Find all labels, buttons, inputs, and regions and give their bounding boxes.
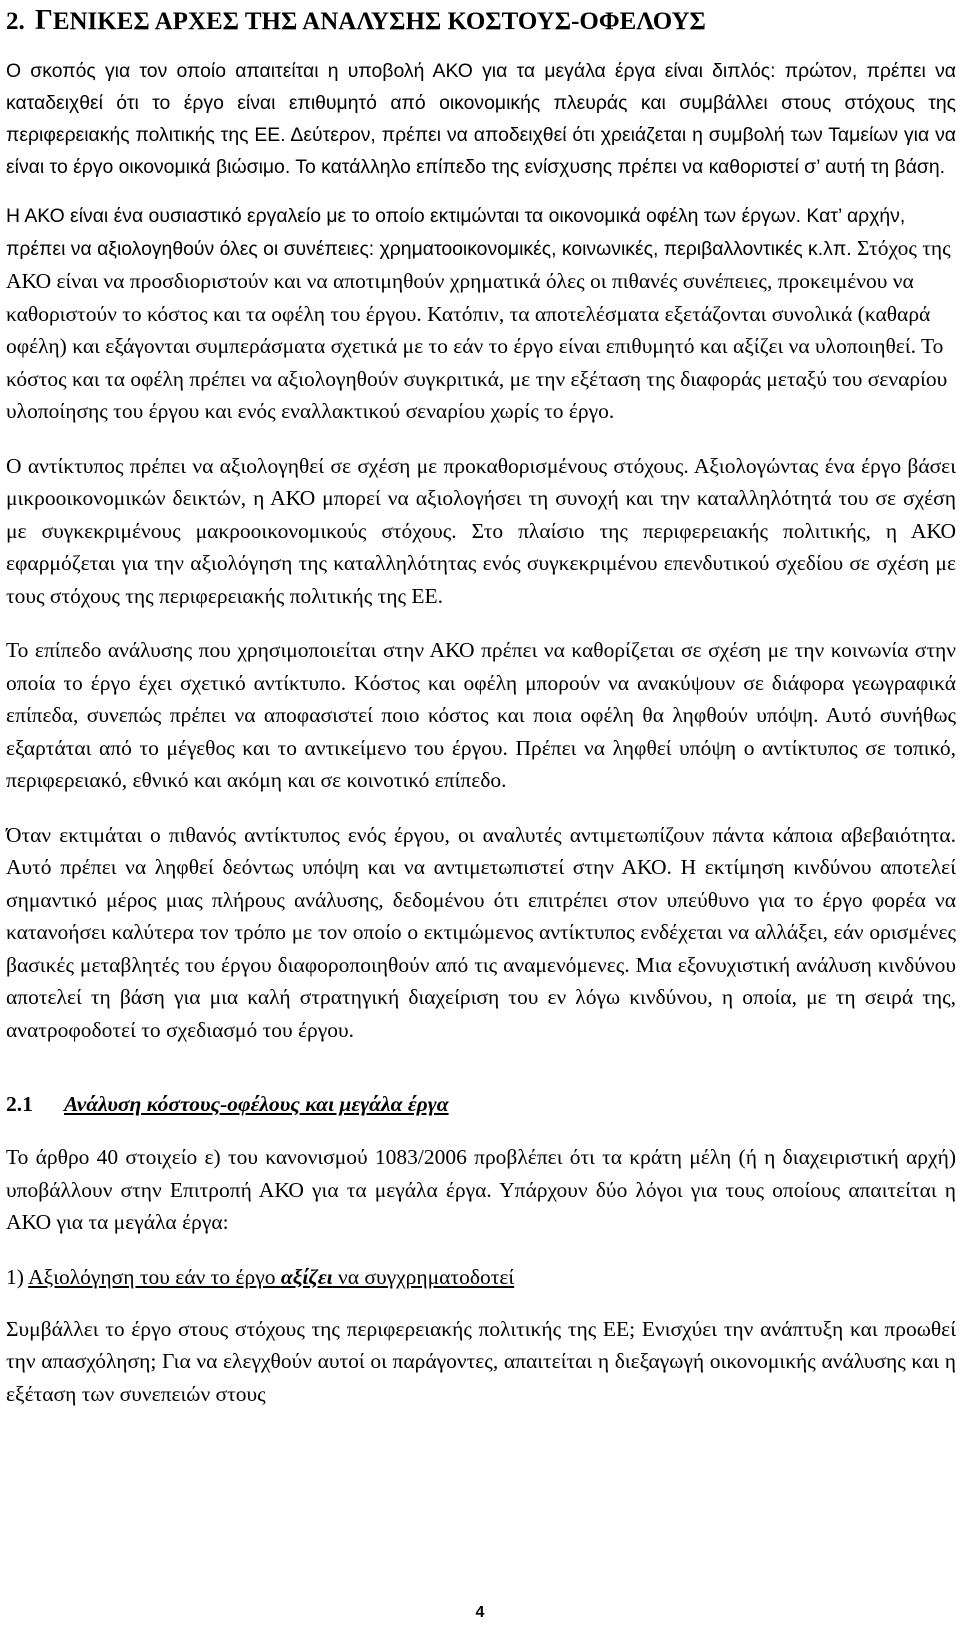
paragraph-purpose: Ο σκοπός για τον οποίο απαιτείται η υποβολή ΑΚΟ για τα μεγάλα έργα είναι διπλός: πρώτον, πρέπει να καταδειχθεί ότι το έργο είναι επιθυμητό από οικονομικής πλευράς και συμβάλλει στους στόχους της περιφερειακής πολιτικής της ΕΕ. Δεύτερον, πρέπει να αποδειχθεί ότι χρειάζεται η συμβολή των Ταμείων για να είναι το έργο οικονομικά βιώσιμο. Το κατάλληλο επίπεδο της ενίσχυσης πρέπει να καθοριστεί σ’ αυτή τη βάση. [6, 60, 956, 178]
reason-item-1-prefix: 1) [6, 1264, 29, 1289]
paragraph-cba-tool [6, 200, 956, 428]
paragraph-risk: Όταν εκτιμάται ο πιθανός αντίκτυπος ενός έργου, οι αναλυτές αντιμετωπίζουν πάντα κάποια αβεβαιότητα. Αυτό πρέπει να ληφθεί δεόντως υπόψη και να αντιμετωπιστεί στην ΑΚΟ. Η εκτίμηση κινδύνου αποτελεί σημαντικό μέρος μιας πλήρους ανάλυσης, δεδομένου ότι επιτρέπει στον υπεύθυνο για το έργο φορέα να κατανοήσει καλύτερα τον τρόπο με τον οποίο ο εκτιμώμενος αντίκτυπος ενδέχεται να αλλάξει, εάν ορισμένες βασικές μεταβλητές του έργου διαφοροποιηθούν από τις αναμενόμενες. Μια εξονυχιστική ανάλυση κινδύνου αποτελεί τη βάση για μια καλή στρατηγική διαχείριση του εν λόγω κινδύνου, η οποία, με τη σειρά της, ανατροφοδοτεί το σχεδιασμό του έργου. [6, 822, 956, 1042]
reason-item-1-text-after: να συγχρηματοδοτεί [332, 1264, 515, 1289]
paragraph-analysis-level: Το επίπεδο ανάλυσης που χρησιμοποιείται στην ΑΚΟ πρέπει να καθορίζεται σε σχέση με την κοινωνία στην οποία το έργο έχει σχετικό αντίκτυπο. Κόστος και οφέλη μπορούν να ανακύψουν σε διάφορα γεωγραφικά επίπεδα, συνεπώς πρέπει να αποφασιστεί ποιο κόστος και ποια οφέλη θα ληφθούν υπόψη. Αυτό συνήθως εξαρτάται από το μέγεθος και το αντικείμενο του έργου. Πρέπει να ληφθεί υπόψη ο αντίκτυπος σε τοπικό, περιφερειακό, εθνικό και ακόμη και σε κοινοτικό επίπεδο. [6, 638, 956, 792]
subsection-title: Ανάλυση κόστους-οφέλους και μεγάλα έργα [64, 1092, 449, 1116]
section-title-initial: Γ [35, 5, 53, 36]
page-number: 4 [475, 1604, 485, 1621]
paragraph-cba-tool-intro: Η ΑΚΟ είναι ένα ουσιαστικό εργαλείο με το οποίο εκτιμώνται τα οικονομικά οφέλη των έργων. Κατ’ αρχήν, πρέπει να αξιολογηθούν όλες οι συνέπειες: χρηματοοικονομικές, κοινωνικές, περιβαλλοντικές κ.λπ. [6, 205, 906, 260]
subsection-number: 2.1 [6, 1092, 33, 1116]
reason-item-1-emphasis: αξίζει [280, 1264, 333, 1289]
reason-item-1 [6, 1261, 956, 1293]
section-heading [6, 0, 956, 37]
paragraph-regional-goals: Συμβάλλει το έργο στους στόχους της περιφερειακής πολιτικής της ΕΕ; Ενισχύει την ανάπτυξη και προωθεί την απασχόληση; Για να ελεγχθούν αυτοί οι παράγοντες, απαιτείται η διεξαγωγή οικονομικής ανάλυσης και η εξέταση των συνεπειών στους [6, 1316, 956, 1406]
paragraph-article-40: Το άρθρο 40 στοιχείο ε) του κανονισμού 1083/2006 προβλέπει ότι τα κράτη μέλη (ή η διαχειριστική αρχή) υποβάλλουν στην Επιτροπή ΑΚΟ για τα μεγάλα έργα. Υπάρχουν δύο λόγοι για τους οποίους απαιτείται η ΑΚΟ για τα μεγάλα έργα: [6, 1145, 956, 1234]
section-title: ΕΝΙΚΕΣ ΑΡΧΕΣ ΤΗΣ ΑΝΑΛΥΣΗΣ ΚΟΣΤΟΥΣ-ΟΦΕΛΟΥΣ [52, 8, 706, 35]
section-number: 2. [6, 8, 25, 35]
paragraph-cba-tool-body: Στόχος της ΑΚΟ είναι να προσδιοριστούν και να αποτιμηθούν χρηματικά όλες οι πιθανές συνέπειες, προκειμένου να καθοριστούν το κόστος και τα οφέλη του έργου. Κατόπιν, τα αποτελέσματα εξετάζονται συνολικά (καθαρά οφέλη) και εξάγονται συμπεράσματα σχετικά με το εάν το έργο είναι επιθυμητό και αξίζει να υλοποιηθεί. Το κόστος και τα οφέλη πρέπει να αξιολογηθούν συγκριτικά, με την εξέταση της διαφοράς μεταξύ του σεναρίου υλοποίησης του έργου και ενός εναλλακτικού σεναρίου χωρίς το έργο. [6, 236, 951, 423]
document-page [6, 0, 956, 1410]
paragraph-impact: Ο αντίκτυπος πρέπει να αξιολογηθεί σε σχέση με προκαθορισμένους στόχους. Αξιολογώντας ένα έργο βάσει μικροοικονομικών δεικτών, η ΑΚΟ μπορεί να αξιολογήσει τη συνοχή και την καταλληλότητά του σε σχέση με συγκεκριμένους μακροοικονομικούς στόχους. Στο πλαίσιο της περιφερειακής πολιτικής, η ΑΚΟ εφαρμόζεται για την αξιολόγηση της καταλληλότητας ενός συγκεκριμένου επενδυτικού σχεδίου σε σχέση με τους στόχους της περιφερειακής πολιτικής της ΕΕ. [6, 453, 956, 608]
reason-item-1-text-before: Αξιολόγηση του εάν το έργο [28, 1264, 281, 1289]
subsection-heading [6, 1088, 956, 1120]
